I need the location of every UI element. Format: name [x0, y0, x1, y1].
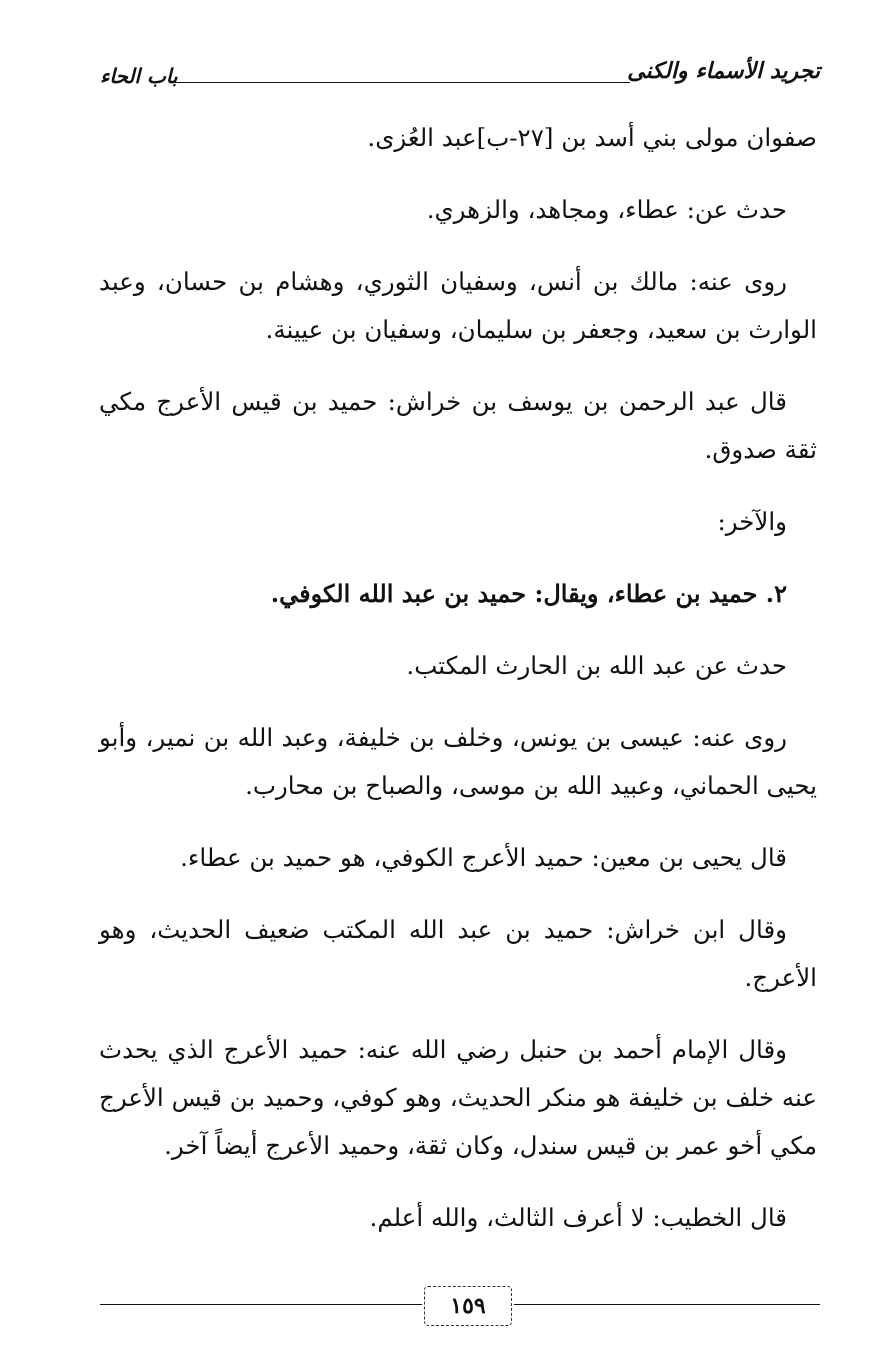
paragraph-ibn-maeen: قال يحيى بن معين: حميد الأعرج الكوفي، هو حميد بن عطاء. — [180, 843, 787, 872]
paragraph-al-khatib: قال الخطيب: لا أعرف الثالث، والله أعلم. — [369, 1203, 787, 1232]
body-text — [99, 114, 817, 1266]
paragraph-the-other: والآخر: — [717, 507, 787, 536]
paragraph-narrators-2: روى عنه: عيسى بن يونس، وخلف بن خليفة، وعبد الله بن نمير، وأبو يحيى الحماني، وعبيد الله بن موسى، والصباح بن محارب. — [99, 723, 817, 800]
footer-rule-right — [514, 1304, 820, 1305]
paragraph-ibn-khirash: وقال ابن خراش: حميد بن عبد الله المكتب ضعيف الحديث، وهو الأعرج. — [99, 915, 817, 992]
book-title: تجريد الأسماء والكنى — [627, 58, 820, 84]
entry-heading: ٢. حميد بن عطاء، ويقال: حميد بن عبد الله الكوفي. — [270, 579, 787, 608]
paragraph-narrated-from-2: حدث عن عبد الله بن الحارث المكتب. — [406, 651, 787, 680]
running-header — [100, 58, 820, 98]
footer-rule-left — [100, 1304, 422, 1305]
paragraph-ibn-khirash-grading: قال عبد الرحمن بن يوسف بن خراش: حميد بن قيس الأعرج مكي ثقة صدوق. — [99, 387, 817, 464]
page-footer — [100, 1286, 820, 1330]
paragraph-narrated-from: حدث عن: عطاء، ومجاهد، والزهري. — [426, 195, 787, 224]
header-rule — [172, 82, 630, 83]
paragraph-ahmad-ibn-hanbal: وقال الإمام أحمد بن حنبل رضي الله عنه: حميد الأعرج الذي يحدث عنه خلف بن خليفة هو منكر الحديث، وهو كوفي، وحميد بن قيس الأعرج مكي أخو عمر بن قيس سندل، وكان ثقة، وحميد الأعرج أيضاً آخر. — [99, 1035, 817, 1160]
paragraph-lineage: صفوان مولى بني أسد بن [٢٧-ب]عبد العُزى. — [367, 123, 817, 152]
paragraph-narrators: روى عنه: مالك بن أنس، وسفيان الثوري، وهشام بن حسان، وعبد الوارث بن سعيد، وجعفر بن سليمان، وسفيان بن عيينة. — [99, 267, 817, 344]
page-number: ١٥٩ — [424, 1286, 512, 1326]
chapter-title: باب الحاء — [100, 64, 178, 88]
